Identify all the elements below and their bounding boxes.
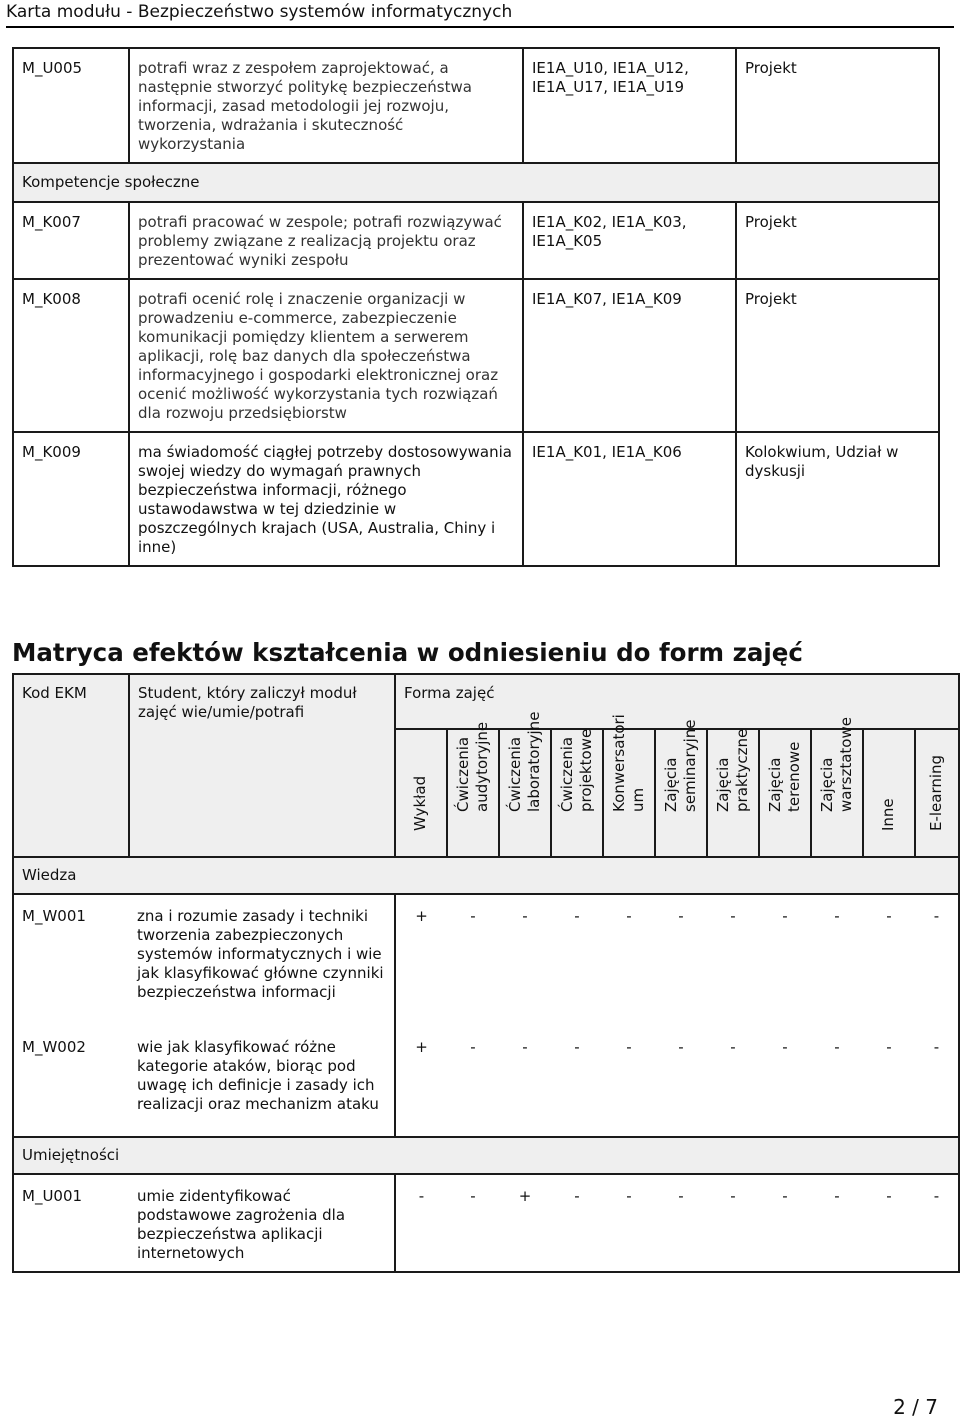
table-row <box>13 48 939 163</box>
form-label: seminaryjne <box>681 719 699 812</box>
matrix-mark: - <box>470 1038 476 1056</box>
outcome-code: M_U001 <box>22 1187 83 1205</box>
matrix-row <box>13 1026 959 1137</box>
section-title-umiejetnosci: Umiejętności <box>13 1137 959 1174</box>
column-header-forms: Forma zajęć <box>395 674 959 729</box>
matrix-mark: - <box>782 907 788 925</box>
outcomes-table <box>12 47 940 567</box>
matrix-mark: + <box>415 1038 428 1056</box>
outcome-description: umie zidentyfikować podstawowe zagrożenia dla bezpieczeństwa aplikacji internetowych <box>129 1174 395 1272</box>
form-label: Ćwiczenia <box>558 736 576 812</box>
outcome-method: Projekt <box>736 202 939 279</box>
form-label: Zajęcia <box>766 757 784 812</box>
outcome-references: IE1A_U10, IE1A_U12, IE1A_U17, IE1A_U19 <box>523 48 736 163</box>
form-label: laboratoryjne <box>525 711 543 812</box>
form-label: Ćwiczenia <box>454 736 472 812</box>
form-header-zajecia-terenowe <box>759 729 811 857</box>
matrix-mark: - <box>730 1187 736 1205</box>
matrix-mark: - <box>834 1187 840 1205</box>
form-label: Konwersatori <box>610 714 628 812</box>
table-row <box>13 432 939 566</box>
outcome-code: M_K007 <box>13 202 129 279</box>
form-header-cwiczenia-audytoryjne <box>447 721 499 857</box>
matrix-mark: - <box>678 1187 684 1205</box>
matrix-mark: - <box>730 907 736 925</box>
outcome-method: Projekt <box>736 48 939 163</box>
matrix-mark: - <box>418 1187 425 1205</box>
matrix-mark: - <box>933 1187 940 1205</box>
section-row <box>13 1137 959 1174</box>
form-header-zajecia-warsztatowe <box>811 717 863 857</box>
matrix-mark: - <box>834 1038 840 1056</box>
document-header <box>6 0 954 28</box>
form-header-e-learning <box>915 729 959 857</box>
matrix-mark: - <box>782 1038 788 1056</box>
matrix-row <box>13 1174 959 1272</box>
outcome-method: Kolokwium, Udział w dyskusji <box>736 432 939 566</box>
matrix-mark: - <box>574 1038 580 1056</box>
outcome-description: wie jak klasyfikować różne kategorie ataków, biorąc pod uwagę ich definicje i zasady ich realizacji oraz mechanizm ataku <box>129 1026 395 1137</box>
form-label: praktyczne <box>733 728 751 812</box>
outcome-method: Projekt <box>736 279 939 432</box>
outcome-description: potrafi ocenić rolę i znaczenie organizacji w prowadzeniu e-commerce, zabezpieczenie komunikacji pomiędzy klientem a serwerem aplikacji, rolę baz danych dla społeczeństwa informacyjnego i gospodarki elektronicznej oraz ocenić możliwość wykorzystania tych rozwiązań dla rozwoju przedsiębiorstw <box>129 279 523 432</box>
table-row <box>13 202 939 279</box>
matrix-mark: - <box>678 907 684 925</box>
form-label: projektowe <box>577 728 595 812</box>
matrix-mark: - <box>470 907 476 925</box>
column-header-code: Kod EKM <box>13 674 129 857</box>
outcome-code: M_U005 <box>13 48 129 163</box>
matrix-mark: - <box>730 1038 736 1056</box>
page-number: 2 / 7 <box>893 1395 938 1419</box>
form-label: warsztatowe <box>837 717 855 812</box>
form-label: Zajęcia <box>714 757 732 812</box>
column-header-student: Student, który zaliczył moduł zajęć wie/umie/potrafi <box>129 674 395 857</box>
outcome-description: potrafi pracować w zespole; potrafi rozwiązywać problemy związane z realizacją projektu oraz prezentować wyniki zespołu <box>129 202 523 279</box>
table-row <box>13 279 939 432</box>
outcome-references: IE1A_K07, IE1A_K09 <box>523 279 736 432</box>
form-label: terenowe <box>785 741 803 812</box>
outcome-description: zna i rozumie zasady i techniki tworzenia zabezpieczonych systemów informatycznych i wie jak klasyfikować główne czynniki bezpieczeństwa informacji <box>129 894 395 1026</box>
matrix-mark: - <box>933 1038 940 1056</box>
outcome-code: M_K009 <box>13 432 129 566</box>
matrix-mark: - <box>626 907 632 925</box>
matrix-mark: - <box>470 1187 476 1205</box>
matrix-mark: - <box>522 1038 528 1056</box>
matrix-table <box>12 673 960 1273</box>
matrix-mark: - <box>933 907 940 925</box>
matrix-mark: - <box>522 907 528 925</box>
form-header-zajecia-praktyczne <box>707 729 759 857</box>
section-title-kompetencje: Kompetencje społeczne <box>13 163 939 202</box>
form-header-zajecia-seminaryjne <box>655 719 707 857</box>
matrix-mark: - <box>886 1187 892 1205</box>
matrix-mark: + <box>415 907 428 925</box>
outcome-code: M_W002 <box>22 1038 86 1056</box>
matrix-mark: - <box>886 907 892 925</box>
form-label: Inne <box>879 798 897 831</box>
form-header-cwiczenia-projektowe <box>551 729 603 857</box>
outcome-code: M_W001 <box>22 907 86 925</box>
matrix-mark: - <box>782 1187 788 1205</box>
form-label: Wykład <box>411 775 429 831</box>
matrix-mark: + <box>518 1187 532 1205</box>
form-label: E-learning <box>927 754 945 831</box>
matrix-mark: - <box>626 1187 632 1205</box>
matrix-mark: - <box>626 1038 632 1056</box>
section-row <box>13 857 959 894</box>
matrix-mark: - <box>886 1038 892 1056</box>
outcome-code: M_K008 <box>13 279 129 432</box>
matrix-mark: - <box>834 907 840 925</box>
matrix-row <box>13 894 959 1026</box>
form-label: Zajęcia <box>662 757 680 812</box>
form-label: um <box>629 787 647 812</box>
outcome-references: IE1A_K01, IE1A_K06 <box>523 432 736 566</box>
outcome-description: ma świadomość ciągłej potrzeby dostosowywania swojej wiedzy do wymagań prawnych bezpieczeństwa informacji, różnego ustawodawstwa w tej dziedzinie w poszczególnych krajach (USA, Australia, Chiny i inne) <box>129 432 523 566</box>
outcome-references: IE1A_K02, IE1A_K03, IE1A_K05 <box>523 202 736 279</box>
form-header-inne <box>863 729 915 857</box>
form-header-konwersatorium <box>603 714 655 857</box>
outcome-description: potrafi wraz z zespołem zaprojektować, a następnie stworzyć politykę bezpieczeństwa informacji, zasad metodologii jej rozwoju, tworzenia, wdrażania i skuteczność wykorzystania <box>129 48 523 163</box>
form-header-wyklad <box>395 729 447 857</box>
form-label: Zajęcia <box>818 757 836 812</box>
matrix-heading: Matryca efektów kształcenia w odniesieniu do form zajęć <box>12 638 803 667</box>
section-row <box>13 163 939 202</box>
matrix-mark: - <box>678 1038 684 1056</box>
document-title: Karta modułu - Bezpieczeństwo systemów informatycznych <box>6 2 513 22</box>
form-label: audytoryjne <box>473 721 491 812</box>
matrix-mark: - <box>574 907 580 925</box>
matrix-mark: - <box>574 1187 580 1205</box>
form-label: Ćwiczenia <box>506 736 524 812</box>
form-header-cwiczenia-laboratoryjne <box>499 711 551 857</box>
section-title-wiedza: Wiedza <box>13 857 959 894</box>
